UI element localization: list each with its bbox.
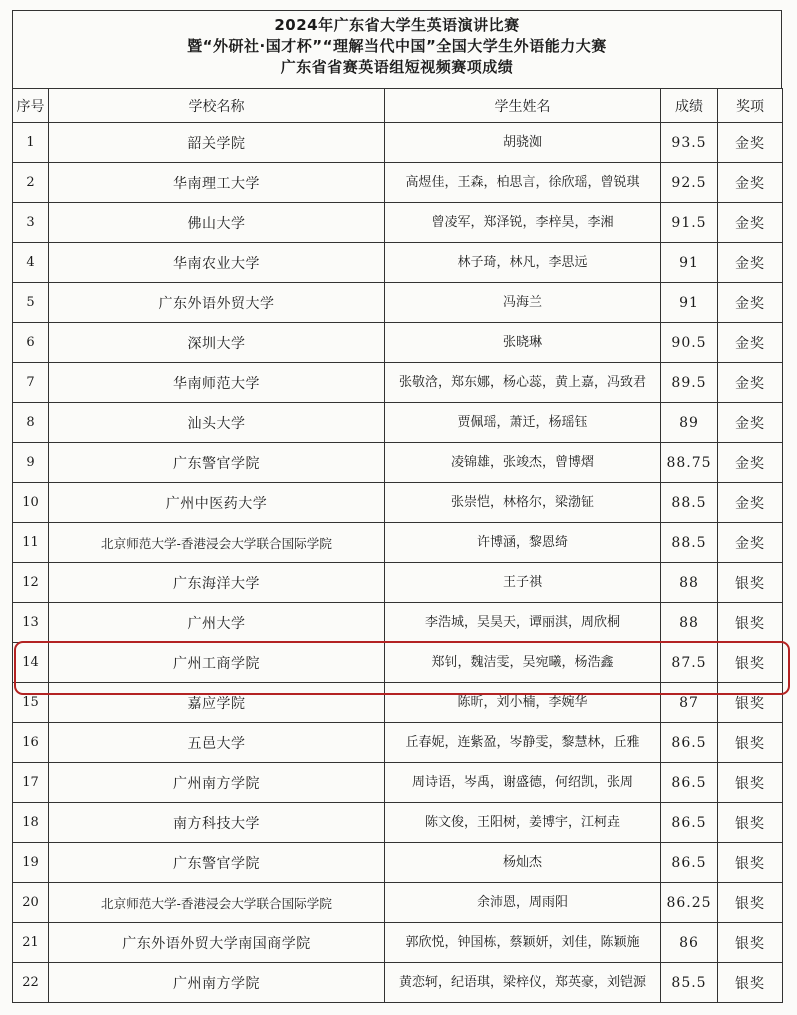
score-cell: 90.5 bbox=[661, 323, 718, 363]
score-cell: 91.5 bbox=[661, 203, 718, 243]
students-cell: 张崇恺，林格尔，梁渤钲 bbox=[385, 483, 661, 523]
table-row bbox=[13, 403, 783, 443]
seq-cell: 11 bbox=[13, 523, 49, 563]
table-row bbox=[13, 443, 783, 483]
seq-cell: 6 bbox=[13, 323, 49, 363]
award-cell: 金奖 bbox=[718, 403, 783, 443]
school-cell: 广州工商学院 bbox=[49, 643, 385, 683]
seq-cell: 14 bbox=[13, 643, 49, 683]
students-cell: 贾佩瑶，萧迁，杨瑶钰 bbox=[385, 403, 661, 443]
seq-cell: 17 bbox=[13, 763, 49, 803]
table-row bbox=[13, 523, 783, 563]
title-line-2: 暨“外研社·国才杯”“理解当代中国”全国大学生外语能力大赛 bbox=[187, 37, 607, 55]
table-row bbox=[13, 603, 783, 643]
score-cell: 86.5 bbox=[661, 763, 718, 803]
school-cell: 深圳大学 bbox=[49, 323, 385, 363]
students-cell: 陈文俊，王阳树，姜博宇，江柯垚 bbox=[385, 803, 661, 843]
students-cell: 冯海兰 bbox=[385, 283, 661, 323]
award-cell: 金奖 bbox=[718, 323, 783, 363]
seq-cell: 16 bbox=[13, 723, 49, 763]
header-seq: 序号 bbox=[13, 89, 49, 123]
school-cell: 五邑大学 bbox=[49, 723, 385, 763]
document-title bbox=[12, 10, 782, 89]
seq-cell: 21 bbox=[13, 923, 49, 963]
title-line-1: 2024年广东省大学生英语演讲比赛 bbox=[274, 16, 520, 34]
results-document bbox=[12, 10, 782, 1010]
students-cell: 凌锦雄，张竣杰，曾博熠 bbox=[385, 443, 661, 483]
seq-cell: 18 bbox=[13, 803, 49, 843]
score-cell: 92.5 bbox=[661, 163, 718, 203]
school-cell: 嘉应学院 bbox=[49, 683, 385, 723]
seq-cell: 22 bbox=[13, 963, 49, 1003]
score-cell: 86 bbox=[661, 923, 718, 963]
students-cell: 李浩城，吴昊天，谭丽淇，周欣桐 bbox=[385, 603, 661, 643]
award-cell: 金奖 bbox=[718, 443, 783, 483]
students-cell: 丘春妮，连紫盈，岑静雯，黎慧林，丘雅 bbox=[385, 723, 661, 763]
award-cell: 金奖 bbox=[718, 163, 783, 203]
seq-cell: 7 bbox=[13, 363, 49, 403]
students-cell: 许博涵，黎恩绮 bbox=[385, 523, 661, 563]
title-line-3: 广东省省赛英语组短视频赛项成绩 bbox=[280, 58, 514, 76]
award-cell: 银奖 bbox=[718, 923, 783, 963]
score-cell: 86.25 bbox=[661, 883, 718, 923]
seq-cell: 8 bbox=[13, 403, 49, 443]
score-cell: 89 bbox=[661, 403, 718, 443]
school-cell: 华南农业大学 bbox=[49, 243, 385, 283]
score-cell: 88.5 bbox=[661, 523, 718, 563]
students-cell: 王子祺 bbox=[385, 563, 661, 603]
seq-cell: 2 bbox=[13, 163, 49, 203]
school-cell: 南方科技大学 bbox=[49, 803, 385, 843]
header-score: 成绩 bbox=[661, 89, 718, 123]
award-cell: 银奖 bbox=[718, 723, 783, 763]
table-row bbox=[13, 363, 783, 403]
school-cell: 韶关学院 bbox=[49, 123, 385, 163]
school-cell: 广州南方学院 bbox=[49, 763, 385, 803]
score-cell: 89.5 bbox=[661, 363, 718, 403]
table-row bbox=[13, 883, 783, 923]
students-cell: 高煜佳，王森，柏思言，徐欣瑶，曾锐琪 bbox=[385, 163, 661, 203]
table-row bbox=[13, 563, 783, 603]
score-cell: 91 bbox=[661, 283, 718, 323]
school-cell: 北京师范大学-香港浸会大学联合国际学院 bbox=[49, 883, 385, 923]
award-cell: 金奖 bbox=[718, 203, 783, 243]
score-cell: 87.5 bbox=[661, 643, 718, 683]
school-cell: 广东警官学院 bbox=[49, 443, 385, 483]
table-row bbox=[13, 283, 783, 323]
table-row bbox=[13, 483, 783, 523]
award-cell: 金奖 bbox=[718, 123, 783, 163]
award-cell: 银奖 bbox=[718, 883, 783, 923]
score-cell: 88 bbox=[661, 563, 718, 603]
score-cell: 88.5 bbox=[661, 483, 718, 523]
students-cell: 周诗语，岑禹，谢盛德，何绍凯，张周 bbox=[385, 763, 661, 803]
award-cell: 银奖 bbox=[718, 603, 783, 643]
students-cell: 余沛恩，周雨阳 bbox=[385, 883, 661, 923]
award-cell: 金奖 bbox=[718, 243, 783, 283]
score-cell: 88.75 bbox=[661, 443, 718, 483]
seq-cell: 15 bbox=[13, 683, 49, 723]
score-cell: 85.5 bbox=[661, 963, 718, 1003]
seq-cell: 9 bbox=[13, 443, 49, 483]
school-cell: 广州大学 bbox=[49, 603, 385, 643]
students-cell: 胡骁洳 bbox=[385, 123, 661, 163]
score-cell: 88 bbox=[661, 603, 718, 643]
school-cell: 华南师范大学 bbox=[49, 363, 385, 403]
award-cell: 银奖 bbox=[718, 763, 783, 803]
header-school: 学校名称 bbox=[49, 89, 385, 123]
score-cell: 86.5 bbox=[661, 803, 718, 843]
award-cell: 银奖 bbox=[718, 843, 783, 883]
seq-cell: 10 bbox=[13, 483, 49, 523]
highlighted-row-outline bbox=[14, 641, 790, 695]
table-row bbox=[13, 243, 783, 283]
seq-cell: 13 bbox=[13, 603, 49, 643]
table-row bbox=[13, 163, 783, 203]
table-row bbox=[13, 963, 783, 1003]
seq-cell: 5 bbox=[13, 283, 49, 323]
school-cell: 佛山大学 bbox=[49, 203, 385, 243]
table-row bbox=[13, 923, 783, 963]
award-cell: 银奖 bbox=[718, 803, 783, 843]
students-cell: 林子琦，林凡，李思远 bbox=[385, 243, 661, 283]
table-row bbox=[13, 123, 783, 163]
table-row bbox=[13, 843, 783, 883]
seq-cell: 1 bbox=[13, 123, 49, 163]
award-cell: 银奖 bbox=[718, 643, 783, 683]
seq-cell: 12 bbox=[13, 563, 49, 603]
school-cell: 广东警官学院 bbox=[49, 843, 385, 883]
award-cell: 金奖 bbox=[718, 363, 783, 403]
school-cell: 广东海洋大学 bbox=[49, 563, 385, 603]
award-cell: 银奖 bbox=[718, 563, 783, 603]
score-cell: 91 bbox=[661, 243, 718, 283]
students-cell: 曾凌军，郑泽锐，李梓昊，李湘 bbox=[385, 203, 661, 243]
table-row bbox=[13, 723, 783, 763]
table-row bbox=[13, 323, 783, 363]
seq-cell: 4 bbox=[13, 243, 49, 283]
award-cell: 银奖 bbox=[718, 683, 783, 723]
score-cell: 86.5 bbox=[661, 843, 718, 883]
seq-cell: 3 bbox=[13, 203, 49, 243]
students-cell: 陈昕，刘小楠，李婉华 bbox=[385, 683, 661, 723]
header-students: 学生姓名 bbox=[385, 89, 661, 123]
table-row bbox=[13, 763, 783, 803]
award-cell: 金奖 bbox=[718, 523, 783, 563]
students-cell: 郭欣悦，钟国栋，蔡颖妍，刘佳，陈颖施 bbox=[385, 923, 661, 963]
results-table bbox=[12, 88, 783, 1003]
school-cell: 广州中医药大学 bbox=[49, 483, 385, 523]
award-cell: 金奖 bbox=[718, 483, 783, 523]
students-cell: 杨灿杰 bbox=[385, 843, 661, 883]
score-cell: 86.5 bbox=[661, 723, 718, 763]
school-cell: 广东外语外贸大学 bbox=[49, 283, 385, 323]
header-row bbox=[13, 89, 783, 123]
seq-cell: 19 bbox=[13, 843, 49, 883]
award-cell: 金奖 bbox=[718, 283, 783, 323]
students-cell: 张晓琳 bbox=[385, 323, 661, 363]
school-cell: 广州南方学院 bbox=[49, 963, 385, 1003]
table-row bbox=[13, 803, 783, 843]
school-cell: 华南理工大学 bbox=[49, 163, 385, 203]
students-cell: 郑钊，魏洁雯，吴宛曦，杨浩鑫 bbox=[385, 643, 661, 683]
school-cell: 汕头大学 bbox=[49, 403, 385, 443]
header-award: 奖项 bbox=[718, 89, 783, 123]
school-cell: 北京师范大学-香港浸会大学联合国际学院 bbox=[49, 523, 385, 563]
school-cell: 广东外语外贸大学南国商学院 bbox=[49, 923, 385, 963]
score-cell: 93.5 bbox=[661, 123, 718, 163]
seq-cell: 20 bbox=[13, 883, 49, 923]
score-cell: 87 bbox=[661, 683, 718, 723]
students-cell: 张敬浛，郑东娜，杨心蕊，黄上嘉，冯致君 bbox=[385, 363, 661, 403]
students-cell: 黄恋轲，纪语琪，梁梓仪，郑英豪，刘铠源 bbox=[385, 963, 661, 1003]
table-row bbox=[13, 203, 783, 243]
award-cell: 银奖 bbox=[718, 963, 783, 1003]
